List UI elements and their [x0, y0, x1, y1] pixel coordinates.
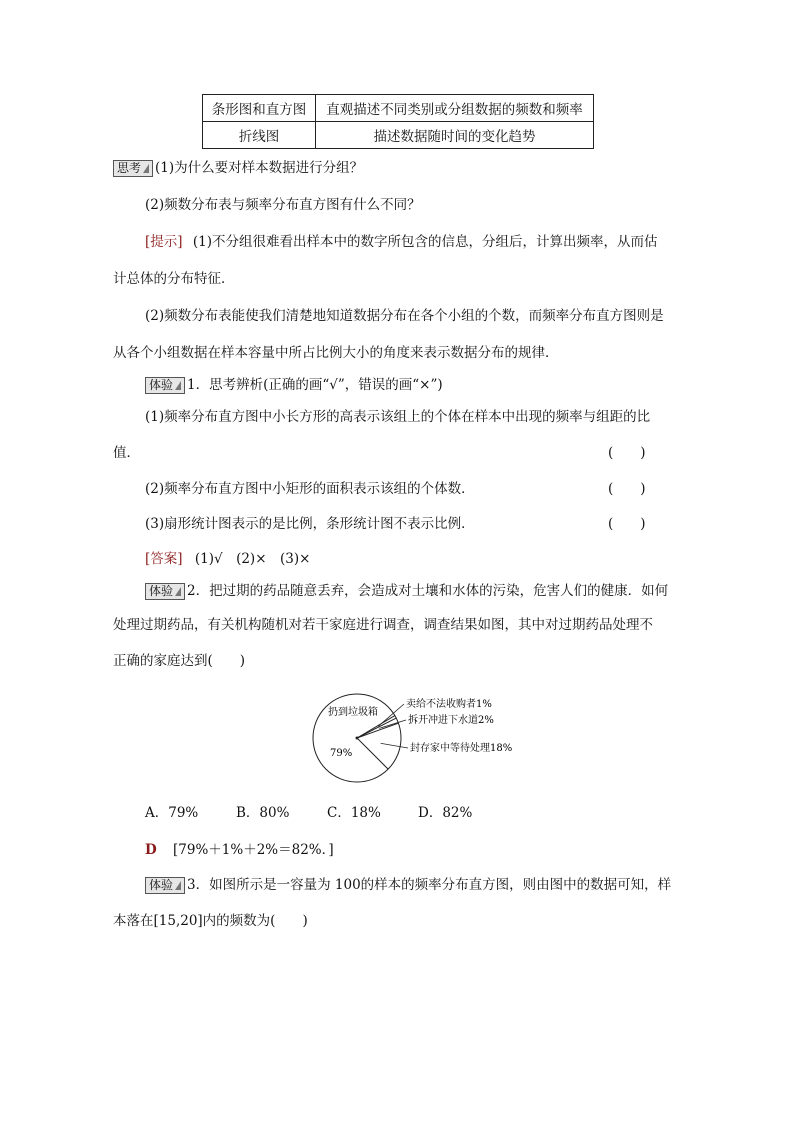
ex1-s3: (3)扇形统计图表示的是比例，条形统计图不表示比例．: [145, 516, 475, 532]
ex3-line2: 本落在[15,20]内的频数为( ): [113, 913, 308, 929]
table-cell: 直观描述不同类别或分组数据的频数和频率: [316, 95, 594, 122]
pie-slice-label: 卖给不法收购者1%: [406, 699, 492, 710]
table-cell: 条形图和直方图: [203, 95, 316, 122]
ex2-answer-text: [79%＋1%＋2%＝82%．]: [173, 842, 334, 858]
think-question-1: [113, 156, 683, 177]
ex2-option-c: C．18%: [327, 805, 381, 821]
table-cell: 描述数据随时间的变化趋势: [316, 122, 594, 149]
ex1-s2: (2)频率分布直方图中小矩形的面积表示该组的个体数．: [145, 481, 475, 497]
pie-inner-category-label: 扔到垃圾箱: [328, 707, 378, 718]
pie-center: [356, 737, 359, 740]
ex1-s1-line1: (1)频率分布直方图中小长方形的高表示该组上的个体在样本中出现的频率与组距的比: [145, 409, 651, 425]
hint-p1-first: (1)不分组很难看出样本中的数字所包含的信息，分组后，计算出频率，从而估: [192, 234, 658, 250]
think-q1-text: (1)为什么要对样本数据进行分组？: [155, 160, 364, 176]
hint-label: [提示]: [145, 234, 183, 250]
think-tag: 思考: [113, 160, 153, 177]
ex2-line3: 正确的家庭达到( ): [113, 653, 246, 669]
pie-chart: [300, 683, 540, 793]
ex3-l1-text: 3．如图所示是一容量为 100的样本的频率分布直方图，则由图中的数据可知，样: [187, 877, 672, 893]
answer-text: (1)√ (2)× (3)×: [194, 551, 311, 567]
ex2-answer: [145, 838, 715, 858]
think-question-2: (2)频数分布表与频率分布直方图有什么不同？: [145, 197, 421, 213]
ex1-answer: [145, 547, 715, 567]
ex3-tag: 体验: [145, 877, 185, 894]
ex1-s1-line2: 值．: [113, 445, 140, 461]
ex2-line1: [145, 579, 715, 600]
pie-inner-value-label: 79%: [330, 748, 353, 759]
answer-label: [答案]: [145, 551, 183, 567]
table-cell: 折线图: [203, 122, 316, 149]
ex2-tag: 体验: [145, 583, 185, 600]
ex1-heading: [145, 373, 715, 394]
ex2-line2: 处理过期药品，有关机构随机对若干家庭进行调查，调查结果如图，其中对过期药品处理不: [113, 617, 653, 633]
pie-group: [313, 694, 512, 782]
ex2-option-a: A．79%: [145, 805, 199, 821]
hint-p1-line2: 计总体的分布特征．: [113, 271, 235, 287]
table-row: [203, 95, 594, 122]
ex2-option-d: D．82%: [418, 805, 473, 821]
hint-p1-line1: [145, 230, 715, 250]
ex1-head-text: 1．思考辨析(正确的画“√”，错误的画“×”): [187, 377, 443, 393]
ex3-line1: [145, 873, 715, 894]
pie-slice-label: 封存家中等待处理18%: [410, 743, 513, 754]
table-row: [203, 122, 594, 149]
ex2-l1-text: 2．把过期的药品随意丢弃，会造成对土壤和水体的污染，危害人们的健康．如何: [187, 583, 669, 599]
ex2-option-b: B．80%: [236, 805, 290, 821]
ex1-s3-paren: ( ): [608, 516, 646, 532]
ex1-tag: 体验: [145, 377, 185, 394]
hint-p2-line1: (2)频数分布表能使我们清楚地知道数据分布在各个小组的个数，而频率分布直方图则是: [145, 308, 664, 324]
ex1-s2-paren: ( ): [608, 481, 646, 497]
ex1-s1-paren: ( ): [608, 445, 646, 461]
pie-slice-label: 拆开冲进下水道2%: [408, 715, 494, 726]
hint-p2-line2: 从各个小组数据在样本容量中所占比例大小的角度来表示数据分布的规律．: [113, 345, 559, 361]
ex2-answer-letter: D: [145, 842, 157, 858]
chart-type-table: [202, 94, 594, 149]
